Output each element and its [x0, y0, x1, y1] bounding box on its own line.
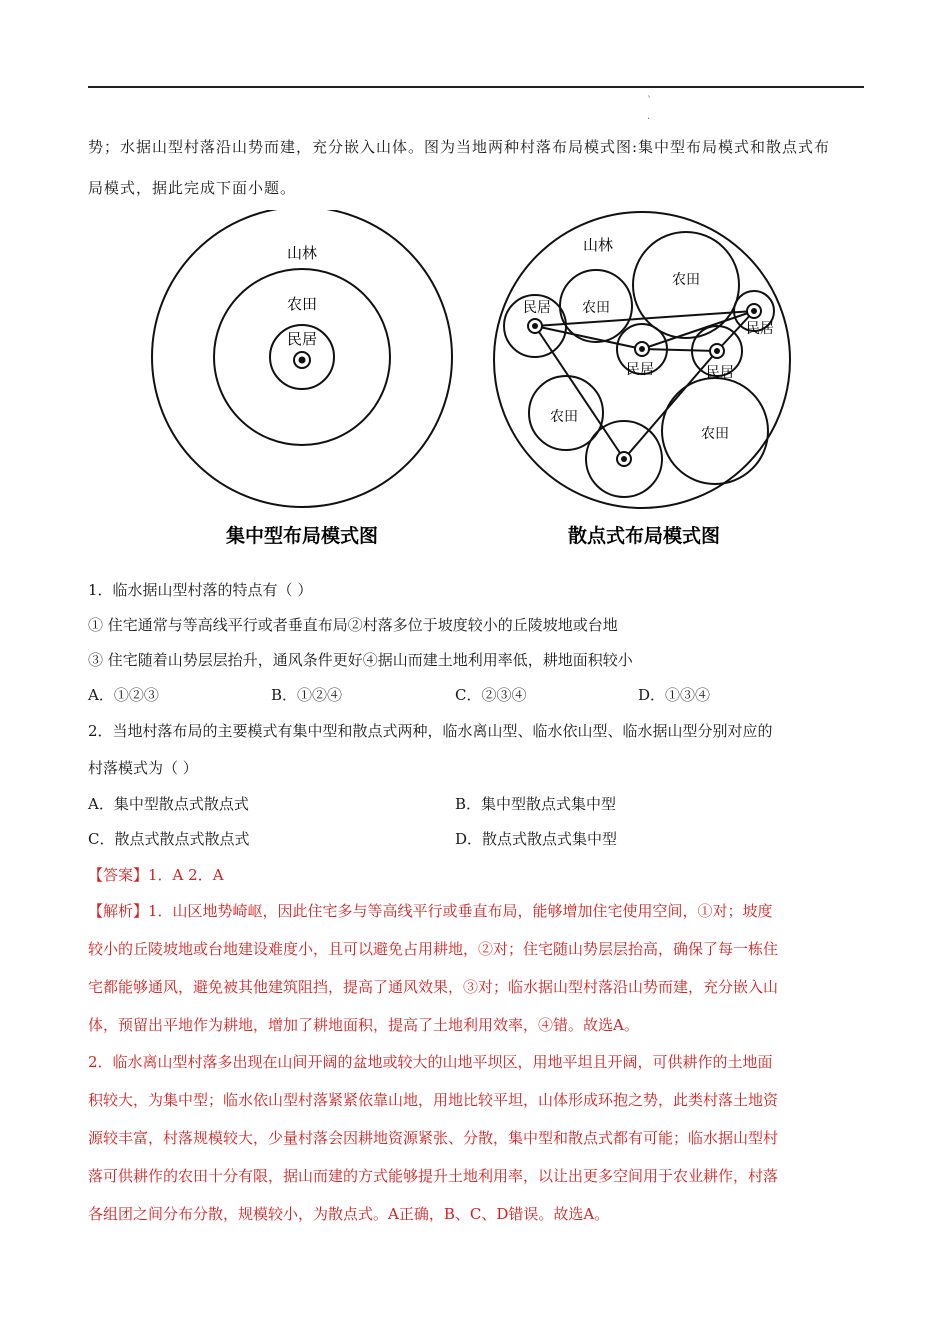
header-mark: ·: [647, 114, 651, 125]
intro-line: 势；水据山型村落沿山势而建，充分嵌入山体。图为当地两种村落布局模式图:集中型布局模式和散点式布: [88, 138, 831, 156]
analysis-part1: [88, 892, 864, 1044]
q2-stem: 村落模式为（ ）: [88, 759, 198, 777]
residence-label: 民居: [626, 362, 654, 378]
analysis-part2: [88, 1043, 864, 1233]
intro-line: 局模式，据此完成下面小题。: [88, 179, 297, 197]
forest-label: 山林: [582, 236, 614, 254]
answer-line: 【答案】1．A 2．A: [88, 866, 224, 884]
analysis-line: 落可供耕作的农田十分有限，据山而建的方式能够提升土地利用率，以让出更多空间用于农业耕作，村落: [88, 1167, 779, 1185]
intro-paragraph: [88, 127, 864, 209]
header-rule: [88, 86, 864, 88]
farmland-label: 农田: [582, 300, 610, 316]
forest-label: 山林: [286, 244, 318, 262]
residence-label: 民居: [286, 330, 318, 348]
farmland-label: 农田: [672, 272, 700, 288]
analysis-line: 较小的丘陵坡地或台地建设难度小，且可以避免占用耕地，②对；住宅随山势层层抬高，确保了每一栋住: [88, 940, 779, 958]
analysis-line: 2．临水离山型村落多出现在山间开阔的盆地或较大的山地平坝区，用地平坦且开阔，可供耕作的土地面: [88, 1053, 773, 1071]
farmland-label: 农田: [701, 426, 729, 442]
right-caption: 散点式布局模式图: [567, 525, 721, 547]
dispersed-layout-diagram: [494, 212, 790, 547]
q2-option-c[interactable]: C．散点式散点式散点式: [88, 830, 250, 848]
q1-statement: ① 住宅通常与等高线平行或者垂直布局②村落多位于坡度较小的丘陵坡地或台地: [88, 616, 618, 634]
q1-stem: 1．临水据山型村落的特点有（ ）: [88, 581, 313, 599]
analysis-line: 各组团之间分布分散，规模较小，为散点式。A正确，B、C、D错误。故选A。: [88, 1205, 610, 1223]
left-caption: 集中型布局模式图: [225, 525, 379, 547]
farmland-label: 农田: [550, 409, 578, 425]
farmland-label: 农田: [286, 295, 318, 313]
analysis-line: 宅都能够通风，避免被其他建筑阻挡，提高了通风效果，③对；临水据山型村落沿山势而建，充分嵌入山: [88, 978, 779, 996]
q2-option-a[interactable]: A．集中型散点式散点式: [88, 795, 249, 813]
analysis-line: 源较丰富，村落规模较大，少量村落会因耕地资源紧张、分散，集中型和散点式都有可能；临水据山型村: [88, 1129, 779, 1147]
header-mark: `: [647, 96, 652, 107]
q2-option-b[interactable]: B．集中型散点式集中型: [455, 795, 617, 813]
concentrated-layout-diagram: [152, 210, 452, 547]
q1-statement: ③ 住宅随着山势层层抬升，通风条件更好④据山而建土地利用率低，耕地面积较小: [88, 651, 633, 669]
q1-option-d[interactable]: D．①③④: [638, 686, 711, 704]
q1-option-c[interactable]: C．②③④: [455, 686, 527, 704]
analysis-line: 【解析】1．山区地势崎岖，因此住宅多与等高线平行或垂直布局，能够增加住宅使用空间，①对；坡度: [88, 902, 773, 920]
q2-stem: 2．当地村落布局的主要模式有集中型和散点式两种，临水离山型、临水依山型、临水据山型分别对应的: [88, 722, 773, 740]
analysis-line: 积较大，为集中型；临水依山型村落紧紧依靠山地，用地比较平坦，山体形成环抱之势，此类村落土地资: [88, 1091, 779, 1109]
q1-option-a[interactable]: A．①②③: [88, 686, 159, 704]
center-dot: [299, 357, 306, 364]
q2-option-d[interactable]: D．散点式散点式集中型: [455, 830, 618, 848]
settlement-layout-figure: [140, 210, 820, 555]
q1-option-b[interactable]: B．①②④: [271, 686, 343, 704]
residence-label: 民居: [706, 365, 734, 381]
analysis-line: 体，预留出平地作为耕地，增加了耕地面积，提高了土地利用效率，④错。故选A。: [88, 1016, 639, 1034]
residence-label: 民居: [746, 321, 774, 337]
residence-label: 民居: [523, 300, 551, 316]
